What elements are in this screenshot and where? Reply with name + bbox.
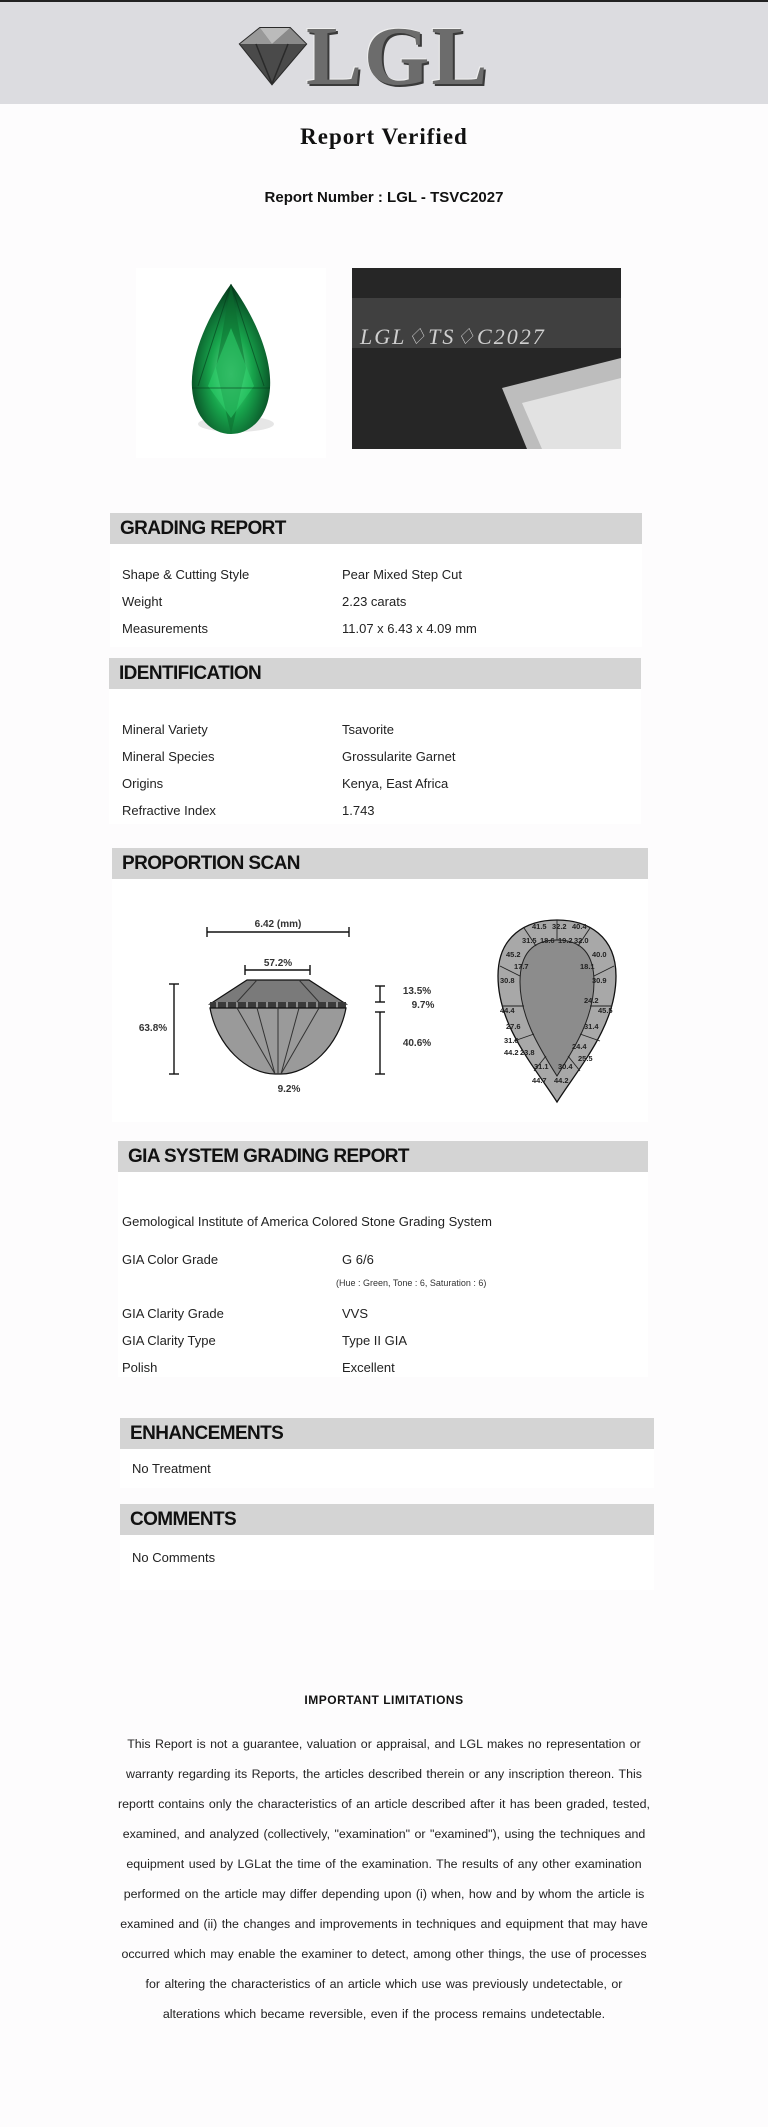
comments-heading: COMMENTS <box>120 1504 654 1535</box>
top-view-value: 19.2 <box>558 936 573 945</box>
top-view-value: 30.9 <box>592 976 607 985</box>
width-label: 6.42 (mm) <box>254 919 302 930</box>
lgl-logo[interactable] <box>232 10 492 103</box>
top-view-value: 24.2 <box>584 996 599 1005</box>
top-view-value: 25.5 <box>578 1054 593 1063</box>
laser-inscription: LGL♢TS♢C2027 <box>360 324 546 349</box>
top-view-value: 44.2 <box>504 1048 519 1057</box>
page-title: Report Verified <box>300 124 468 149</box>
identification-row-value: Tsavorite <box>342 722 395 737</box>
top-view-value: 45.5 <box>598 1006 613 1015</box>
gia-heading: GIA SYSTEM GRADING REPORT <box>118 1141 648 1172</box>
grading-row-value: Pear Mixed Step Cut <box>342 567 462 582</box>
gia-color-note: (Hue : Green, Tone : 6, Saturation : 6) <box>336 1278 487 1288</box>
gia-row-value: Type II GIA <box>342 1333 408 1348</box>
identification-row-value: Kenya, East Africa <box>342 776 449 791</box>
top-view-value: 45.2 <box>506 950 521 959</box>
grading-row-value: 2.23 carats <box>342 594 407 609</box>
report-number: Report Number : LGL - TSVC2027 <box>264 189 504 206</box>
grading-row-label: Weight <box>122 594 163 609</box>
table-label: 57.2% <box>263 958 293 969</box>
top-view-value: 44.7 <box>532 1076 547 1085</box>
top-view-value: 31.4 <box>584 1022 599 1031</box>
logo-text: LGL <box>306 10 490 103</box>
enhancements-heading: ENHANCEMENTS <box>120 1418 654 1449</box>
side-profile-diagram <box>117 906 450 1118</box>
enhancements-text: No Treatment <box>132 1461 211 1476</box>
gia-row-label: GIA Clarity Grade <box>122 1306 224 1321</box>
top-view-value: 24.4 <box>572 1042 587 1051</box>
top-view-value: 30.8 <box>500 976 515 985</box>
top-view-value: 44.4 <box>500 1006 515 1015</box>
identification-heading: IDENTIFICATION <box>109 658 641 689</box>
top-view-value: 40.4 <box>572 922 587 931</box>
pavilion-label: 40.6% <box>402 1038 432 1049</box>
limitations-text: This Report is not a guarantee, valuation or appraisal, and LGL makes no representation or warranty regarding its Reports, the articles described therein or any inscription thereon. This reportt contains only the characteristics of an article described after it has been graded, tested, examined, and analyzed (collectively, "examination" or "examined"), using the techniques and equipment used by LGLat the time of the examination. The results of any other examination performed on the article may differ depending upon (i) when, how and by whom the article is examined and (ii) the changes and improvements in techniques and equipment that may have occurred which may enable the examiner to detect, among other things, the use of processes for altering the characteristics of an article which use was previously undetectable, or alterations which became reversible, even if the process remains undetectable. <box>118 1737 650 2021</box>
grading-row-label: Shape & Cutting Style <box>122 567 250 582</box>
gia-row-value: VVS <box>342 1306 369 1321</box>
header-bar <box>0 2 768 104</box>
top-view-value: 18.1 <box>580 962 595 971</box>
top-view-diagram <box>474 906 641 1118</box>
gia-row-value: G 6/6 <box>342 1252 374 1267</box>
top-view-value: 31.6 <box>504 1036 519 1045</box>
top-view-value: 32.0 <box>574 936 589 945</box>
culet-label: 9.2% <box>277 1084 301 1095</box>
crown-height-label: 13.5% <box>402 986 432 997</box>
top-view-value: 44.2 <box>554 1076 569 1085</box>
identification-row-value: 1.743 <box>342 803 375 818</box>
top-view-value: 27.6 <box>506 1022 521 1031</box>
identification-row-label: Mineral Species <box>122 749 215 764</box>
gia-intro: Gemological Institute of America Colored Stone Grading System <box>122 1214 492 1229</box>
top-view-value: 41.5 <box>532 922 547 931</box>
gia-row-value: Excellent <box>342 1360 395 1375</box>
top-view-value: 18.6 <box>540 936 555 945</box>
diamond-icon <box>232 22 312 92</box>
gia-row-label: Polish <box>122 1360 158 1375</box>
top-view-value: 30.4 <box>558 1062 573 1071</box>
top-view-value: 31.5 <box>522 936 537 945</box>
girdle-label: 9.7% <box>411 1000 435 1011</box>
gia-row-label: GIA Clarity Type <box>122 1333 216 1348</box>
identification-row-value: Grossularite Garnet <box>342 749 456 764</box>
inscription-photo <box>352 268 621 449</box>
grading-row-value: 11.07 x 6.43 x 4.09 mm <box>342 621 477 636</box>
top-view-value: 31.1 <box>534 1062 549 1071</box>
comments-text: No Comments <box>132 1550 216 1565</box>
grading-report-heading: GRADING REPORT <box>110 513 642 544</box>
top-view-value: 23.8 <box>520 1048 535 1057</box>
total-depth-label: 63.8% <box>138 1023 168 1034</box>
top-view-value: 17.7 <box>514 962 529 971</box>
identification-row-label: Mineral Variety <box>122 722 208 737</box>
identification-row-label: Origins <box>122 776 164 791</box>
identification-row-label: Refractive Index <box>122 803 216 818</box>
top-view-value: 40.0 <box>592 950 607 959</box>
proportion-scan-heading: PROPORTION SCAN <box>112 848 648 879</box>
top-view-value: 32.2 <box>552 922 567 931</box>
limitations-heading: IMPORTANT LIMITATIONS <box>304 1693 464 1707</box>
grading-row-label: Measurements <box>122 621 208 636</box>
gia-row-label: GIA Color Grade <box>122 1252 219 1267</box>
gemstone-photo <box>136 268 326 458</box>
